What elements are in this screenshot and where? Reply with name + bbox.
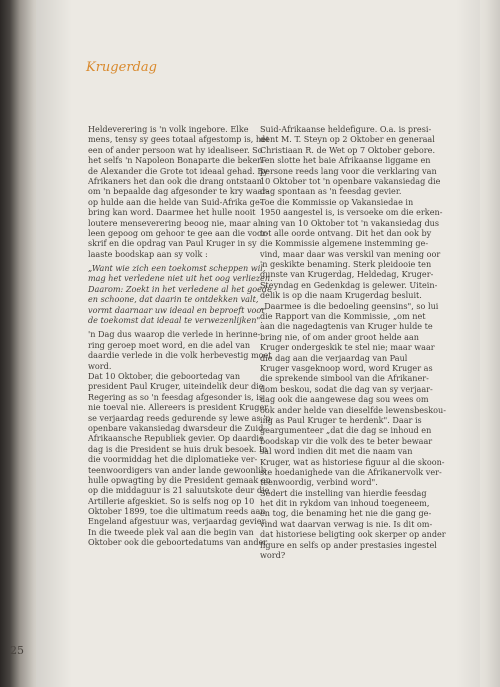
text-line: Toe die Kommissie op Vakansiedae in bbox=[260, 196, 414, 207]
text-line: Sedert die instelling van hierdie feesdag bbox=[260, 487, 427, 498]
text-line: dom beskou, sodat die dag van sy verjaar- bbox=[260, 383, 433, 394]
text-line: 1950 aangestel is, is versoeke om die erken- bbox=[260, 207, 443, 218]
text-line: Ten slotte het baie Afrikaanse liggame en bbox=[260, 155, 431, 166]
text-line: ring geroep moet word, en die adel van bbox=[88, 339, 251, 350]
paragraph bbox=[260, 197, 450, 488]
text-line: sal word indien dit met die naam van bbox=[260, 446, 413, 457]
text-line: Kruger, wat as historiese figuur al die skoon- bbox=[260, 456, 445, 467]
text-line: dag is die President se huis druk besoek. In bbox=[88, 443, 268, 454]
text-line: ning van 10 Oktober tot 'n vakansiedag dus bbox=[260, 217, 440, 228]
quote-line: vormt daarnaar uw ideaal en beproeft voor bbox=[88, 304, 266, 315]
quote-line: Daarom: Zoekt in het verledene al het goede bbox=[88, 283, 272, 294]
paragraph bbox=[88, 329, 274, 371]
text-line: geargumenteer „dat die dag se inhoud en bbox=[260, 425, 432, 436]
text-line: se verjaardag reeds gedurende sy lewe as 'n bbox=[88, 412, 271, 423]
text-line: op die middaguur is 21 saluutskote deur die bbox=[88, 485, 270, 496]
text-line: daardie verlede in die volk herbevestig moet bbox=[88, 350, 272, 361]
text-line: Afrikaners het dan ook die drang ontstaan bbox=[88, 175, 262, 186]
text-line: „Daarmee is die bedoeling geensins", so lui bbox=[260, 300, 439, 311]
text-line: Engeland afgestuur was, verjaardag gevier. bbox=[88, 516, 268, 527]
text-line: Steyndag en Gedenkdag is gelewer. Uitein- bbox=[260, 279, 438, 290]
text-line: om 'n bepaalde dag afgesonder te kry waar- bbox=[88, 186, 269, 197]
paragraph bbox=[88, 124, 274, 259]
quote-line: en schoone, dat daarin te ontdekken valt, bbox=[88, 294, 259, 305]
text-line: skrif en die opdrag van Paul Kruger in sy bbox=[88, 238, 257, 249]
text-line: word? bbox=[260, 550, 286, 561]
text-line: ook ander helde van dieselfde lewensbeskou- bbox=[260, 404, 446, 415]
text-line: 10 Oktober tot 'n openbare vakansiedag die bbox=[260, 175, 441, 186]
text-line: 'n Dag dus waarop die verlede in herinne- bbox=[88, 329, 261, 340]
paragraph bbox=[88, 371, 274, 548]
text-line: openbare vakansiedag dwarsdeur die Zuid- bbox=[88, 422, 266, 433]
text-line: die Rapport van die Kommissie, „om net bbox=[260, 311, 426, 322]
text-line: ing as Paul Kruger te herdenk". Daar is bbox=[260, 414, 422, 425]
chapter-heading: Krugerdag bbox=[86, 60, 157, 75]
text-line: Oktober 1899, toe die ultimatum reeds aan bbox=[88, 506, 266, 517]
text-line: Regering as so 'n feesdag afgesonder is, is bbox=[88, 391, 264, 402]
right-text-column bbox=[260, 124, 450, 560]
text-line: persone reeds lang voor die verklaring van bbox=[260, 165, 437, 176]
text-line: delik is op die naam Krugerdag besluit. bbox=[260, 290, 422, 301]
text-line: het dit in rykdom van inhoud toegeneem, bbox=[260, 498, 430, 509]
text-line: laaste boodskap aan sy volk : bbox=[88, 248, 208, 259]
quote-line: de toekomst dat ideaal te verwezenlijken". bbox=[88, 315, 263, 326]
text-line: Heldeverering is 'n volk ingebore. Elke bbox=[88, 124, 249, 134]
text-line: dag spontaan as 'n feesdag gevier. bbox=[260, 186, 402, 197]
text-line: Dat 10 Oktober, die geboortedag van bbox=[88, 370, 241, 381]
text-line: een of ander persoon wat hy idealiseer. So bbox=[88, 144, 263, 155]
text-line: Suid-Afrikaanse heldefigure. O.a. is presi- bbox=[260, 124, 432, 134]
text-line: boodskap vir die volk des te beter bewaar bbox=[260, 435, 433, 446]
quote-line: mag het verledene niet uit het oog verliezen. bbox=[88, 273, 273, 284]
text-line: 'n geskikte benaming. Sterk pleidooie ten bbox=[260, 259, 432, 270]
block-quote bbox=[88, 263, 274, 325]
paragraph bbox=[260, 124, 450, 197]
text-line: figure en selfs op ander prestasies ingestel bbox=[260, 539, 437, 550]
text-line: die voormiddag het die diplomatieke ver- bbox=[88, 454, 258, 465]
quote-line: „Want wie zich een toekomst scheppen wil, bbox=[88, 263, 266, 274]
text-line: word. bbox=[88, 360, 112, 371]
text-line: Christiaan R. de Wet op 7 Oktober gebore. bbox=[260, 144, 436, 155]
paragraph bbox=[260, 488, 450, 561]
text-line: die Kommissie algemene instemming ge- bbox=[260, 238, 429, 249]
text-line: tot alle oorde ontvang. Dit het dan ook by bbox=[260, 227, 432, 238]
text-line: het selfs 'n Napoleon Bonaparte die beken- bbox=[88, 155, 266, 166]
text-line: aan die nagedagtenis van Kruger hulde te bbox=[260, 321, 433, 332]
text-line: gunste van Krugerdag, Heldedag, Kruger- bbox=[260, 269, 434, 280]
text-line: Kruger vasgeknoop word, word Kruger as bbox=[260, 362, 433, 373]
text-line: dat historiese beligting ook skerper op ander bbox=[260, 529, 446, 540]
text-line: op hulde aan die helde van Suid-Afrika ge- bbox=[88, 196, 263, 207]
page-number: 25 bbox=[10, 644, 24, 657]
page-sheet bbox=[36, 0, 480, 687]
text-line: Oktober ook die geboortedatums van ander bbox=[88, 537, 268, 548]
text-line: vind, maar daar was verskil van mening oor bbox=[260, 248, 441, 259]
text-line: vind wat daarvan verwag is nie. Is dit om- bbox=[260, 518, 433, 529]
text-line: bring kan word. Daarmee het hulle nooit bbox=[88, 207, 256, 218]
text-line: en tog, die benaming het nie die gang ge- bbox=[260, 508, 432, 519]
text-line: Artillerie afgeskiet. So is selfs nog op 10 bbox=[88, 495, 255, 506]
text-line: mens, tensy sy gees totaal afgestomp is, het bbox=[88, 134, 270, 145]
text-line: nie toeval nie. Allereers is president Kruger bbox=[88, 402, 269, 413]
text-line: dag ook die aangewese dag sou wees om bbox=[260, 394, 429, 405]
text-line: bring nie, of om ander groot helde aan bbox=[260, 331, 419, 342]
text-line: president Paul Kruger, uiteindelik deur die bbox=[88, 381, 264, 392]
text-line: dent M. T. Steyn op 2 Oktober en generaal bbox=[260, 134, 435, 145]
text-line: teenwoordig, verbind word". bbox=[260, 477, 378, 488]
text-line: die sprekende simbool van die Afrikaner- bbox=[260, 373, 429, 384]
text-line: teenwoordigers van ander lande gewoonlik bbox=[88, 464, 266, 475]
text-line: hulle opwagting by die President gemaak en bbox=[88, 474, 271, 485]
text-line: Afrikaansche Republiek gevier. Op daardie bbox=[88, 433, 264, 444]
text-line: Kruger ondergeskik te stel nie; maar waar bbox=[260, 342, 435, 353]
text-line: leen gepoog om gehoor te gee aan die voor- bbox=[88, 227, 269, 238]
left-text-column bbox=[88, 124, 274, 548]
text-line: die dag aan die verjaardag van Paul bbox=[260, 352, 408, 363]
text-line: de Alexander die Grote tot ideaal gehad. By bbox=[88, 165, 268, 176]
text-line: loutere menseverering beoog nie, maar al- bbox=[88, 217, 264, 228]
text-line: ste hoedanighede van die Afrikanervolk ver- bbox=[260, 466, 442, 477]
text-line: In die tweede plek val aan die begin van bbox=[88, 526, 254, 537]
